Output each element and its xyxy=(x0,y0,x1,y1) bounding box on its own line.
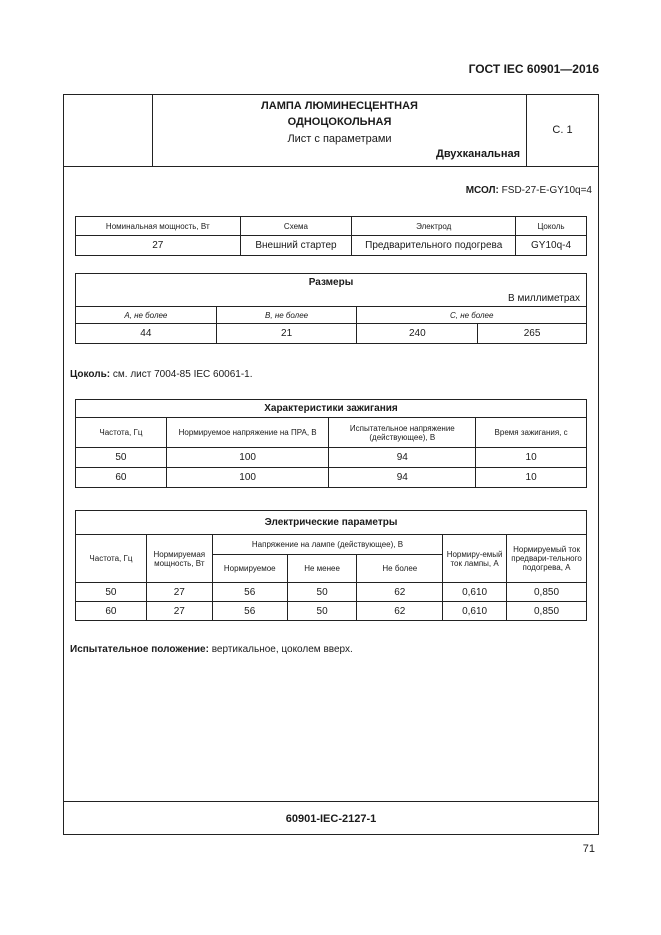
table-cell: 60 xyxy=(76,468,167,488)
table-cell: 27 xyxy=(146,602,212,621)
table-row xyxy=(76,602,587,621)
title-line2: ОДНОЦОКОЛЬНАЯ xyxy=(287,116,392,128)
table-cell: 44 xyxy=(76,324,217,344)
table-cell: 0,850 xyxy=(507,583,587,602)
table-header: Нормиру-емый ток лампы, А xyxy=(443,535,507,583)
data-sheet-frame xyxy=(63,94,599,835)
unit-label: В миллиметрах xyxy=(76,292,587,307)
table-cell: 100 xyxy=(166,468,329,488)
table-cell: 56 xyxy=(212,583,287,602)
sheet-footer-code: 60901-IEC-2127-1 xyxy=(64,801,598,835)
table-cell: 27 xyxy=(146,583,212,602)
mcol-code xyxy=(466,185,592,196)
table-cell: 62 xyxy=(357,583,443,602)
table-cell: 94 xyxy=(329,468,476,488)
table-header: Номинальная мощность, Вт xyxy=(76,217,241,236)
table-cell: 0,850 xyxy=(507,602,587,621)
table-header: Нормируемое xyxy=(212,555,287,583)
ignition-table xyxy=(75,399,587,488)
table-header: Напряжение на лампе (действующее), В xyxy=(212,535,442,555)
table-cell: 0,610 xyxy=(443,583,507,602)
sheet-header xyxy=(64,95,598,167)
table-cell: Внешний стартер xyxy=(240,236,352,256)
table-row xyxy=(76,583,587,602)
table-header: В, не более xyxy=(216,307,357,324)
table-title: Электрические параметры xyxy=(76,511,587,535)
mcol-value: FSD-27-E-GY10q=4 xyxy=(501,185,592,196)
table-header: Нормируемая мощность, Вт xyxy=(146,535,212,583)
table-header: Время зажигания, с xyxy=(476,418,587,448)
test-position-note xyxy=(70,644,353,655)
table-cell: 265 xyxy=(478,324,587,344)
table-header: Не менее xyxy=(287,555,357,583)
header-blank-cell xyxy=(64,95,153,166)
table-header: Электрод xyxy=(352,217,516,236)
table-title: Характеристики зажигания xyxy=(76,400,587,418)
table-row xyxy=(76,468,587,488)
table-header: Частота, Гц xyxy=(76,535,147,583)
table-cell: 50 xyxy=(287,583,357,602)
table-cell: 50 xyxy=(287,602,357,621)
table-cell: 60 xyxy=(76,602,147,621)
table-cell: Предварительного подогрева xyxy=(352,236,516,256)
electrical-table xyxy=(75,510,587,621)
table-header: Частота, Гц xyxy=(76,418,167,448)
table-cell: 21 xyxy=(216,324,357,344)
table-cell: 50 xyxy=(76,448,167,468)
title-line1: ЛАМПА ЛЮМИНЕСЦЕНТНАЯ xyxy=(261,100,418,112)
table-cell: 10 xyxy=(476,448,587,468)
table-cell: 50 xyxy=(76,583,147,602)
table-header: А, не более xyxy=(76,307,217,324)
table-cell: 94 xyxy=(329,448,476,468)
base-note xyxy=(70,369,253,380)
table-cell: 62 xyxy=(357,602,443,621)
subtitle: Лист с параметрами xyxy=(287,133,392,145)
table-header: С, не более xyxy=(357,307,587,324)
mcol-label: МСОЛ: xyxy=(465,185,499,196)
lamp-type-table xyxy=(75,216,587,256)
table-title: Размеры xyxy=(76,274,587,292)
header-title-cell xyxy=(153,95,527,166)
page-number: 71 xyxy=(582,843,595,855)
test-note-text: вертикальное, цоколем вверх. xyxy=(211,644,353,655)
table-cell: 100 xyxy=(166,448,329,468)
sheet-number: С. 1 xyxy=(552,124,573,136)
dimensions-table xyxy=(75,273,587,344)
doc-code: ГОСТ IEC 60901—2016 xyxy=(468,62,599,76)
table-header: Нормируемое напряжение на ПРА, В xyxy=(166,418,329,448)
table-cell: 56 xyxy=(212,602,287,621)
table-cell: GY10q-4 xyxy=(516,236,587,256)
test-note-label: Испытательное положение: xyxy=(70,644,209,655)
table-cell: 240 xyxy=(357,324,478,344)
table-cell: 0,610 xyxy=(443,602,507,621)
table-cell: 27 xyxy=(76,236,241,256)
table-header: Не более xyxy=(357,555,443,583)
base-note-text: см. лист 7004-85 IEC 60061-1. xyxy=(112,369,253,380)
variant-label: Двухканальная xyxy=(435,148,520,160)
table-header: Схема xyxy=(240,217,352,236)
table-row xyxy=(76,448,587,468)
table-cell: 10 xyxy=(476,468,587,488)
table-header: Цоколь xyxy=(516,217,587,236)
table-header: Испытательное напряжение (действующее), В xyxy=(329,418,476,448)
base-note-label: Цоколь: xyxy=(70,369,111,380)
table-header: Нормируемый ток предвари-тельного подогрева, А xyxy=(507,535,587,583)
